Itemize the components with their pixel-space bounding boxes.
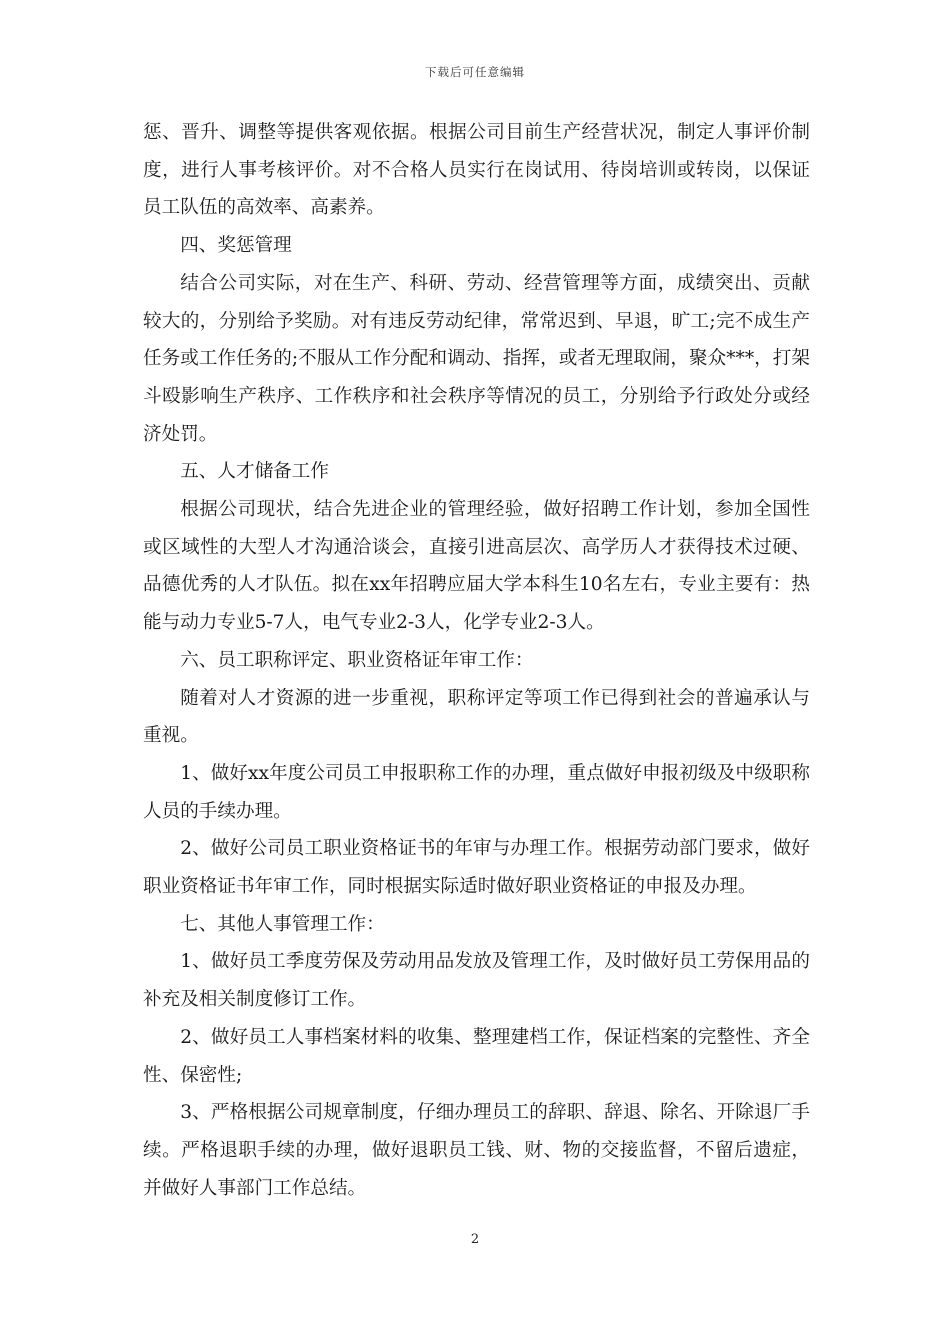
page-number: 2 xyxy=(470,1232,480,1247)
list-item-personnel-files: 2、做好员工人事档案材料的收集、整理建档工作，保证档案的完整性、齐全性、保密性; xyxy=(143,1026,810,1086)
section-heading-title-evaluation: 六、员工职称评定、职业资格证年审工作： xyxy=(180,649,534,671)
list-item-title-application: 1、做好xx年度公司员工申报职称工作的办理，重点做好申报初级及中级职称人员的手续办理。 xyxy=(143,762,810,822)
list-item-certificate-review: 2、做好公司员工职业资格证书的年审与办理工作。根据劳动部门要求，做好职业资格证书年审工作，同时根据实际适时做好职业资格证的申报及办理。 xyxy=(143,838,810,898)
list-item-labor-protection: 1、做好员工季度劳保及劳动用品发放及管理工作，及时做好员工劳保用品的补充及相关制度修订工作。 xyxy=(143,951,810,1011)
section-heading-other-hr-work: 七、其他人事管理工作： xyxy=(180,913,385,935)
paragraph-rewards-penalties: 结合公司实际，对在生产、科研、劳动、经营管理等方面，成绩突出、贡献较大的，分别给予奖励。对有违反劳动纪律，常常迟到、早退，旷工;完不成生产任务或工作任务的;不服从工作分配和调动、指挥，或者无理取闹，聚众***，打架斗殴影响生产秩序、工作秩序和社会秩序等情况的员工，分别给予行政处分或经济处罚。 xyxy=(143,272,810,445)
document-body xyxy=(143,114,810,1207)
section-heading-rewards-penalties: 四、奖惩管理 xyxy=(180,235,292,257)
list-item-resignation-procedures: 3、严格根据公司规章制度，仔细办理员工的辞职、辞退、除名、开除退厂手续。严格退职手续的办理，做好退职员工钱、财、物的交接监督，不留后遗症，并做好人事部门工作总结。 xyxy=(143,1102,810,1199)
paragraph-title-evaluation-intro: 随着对人才资源的进一步重视，职称评定等项工作已得到社会的普遍承认与重视。 xyxy=(143,687,810,747)
paragraph-evaluation-continued: 惩、晋升、调整等提供客观依据。根据公司目前生产经营状况，制定人事评价制度，进行人事考核评价。对不合格人员实行在岗试用、待岗培训或转岗，以保证员工队伍的高效率、高素养。 xyxy=(143,122,810,219)
page-header: 下载后可任意编辑 xyxy=(425,65,525,79)
section-heading-talent-reserve: 五、人才储备工作 xyxy=(180,461,329,483)
paragraph-talent-reserve: 根据公司现状，结合先进企业的管理经验，做好招聘工作计划，参加全国性或区域性的大型人才沟通洽谈会，直接引进高层次、高学历人才获得技术过硬、品德优秀的人才队伍。拟在xx年招聘应届大学本科生10名左右，专业主要有：热能与动力专业5-7人，电气专业2-3人，化学专业2-3人。 xyxy=(143,499,810,634)
